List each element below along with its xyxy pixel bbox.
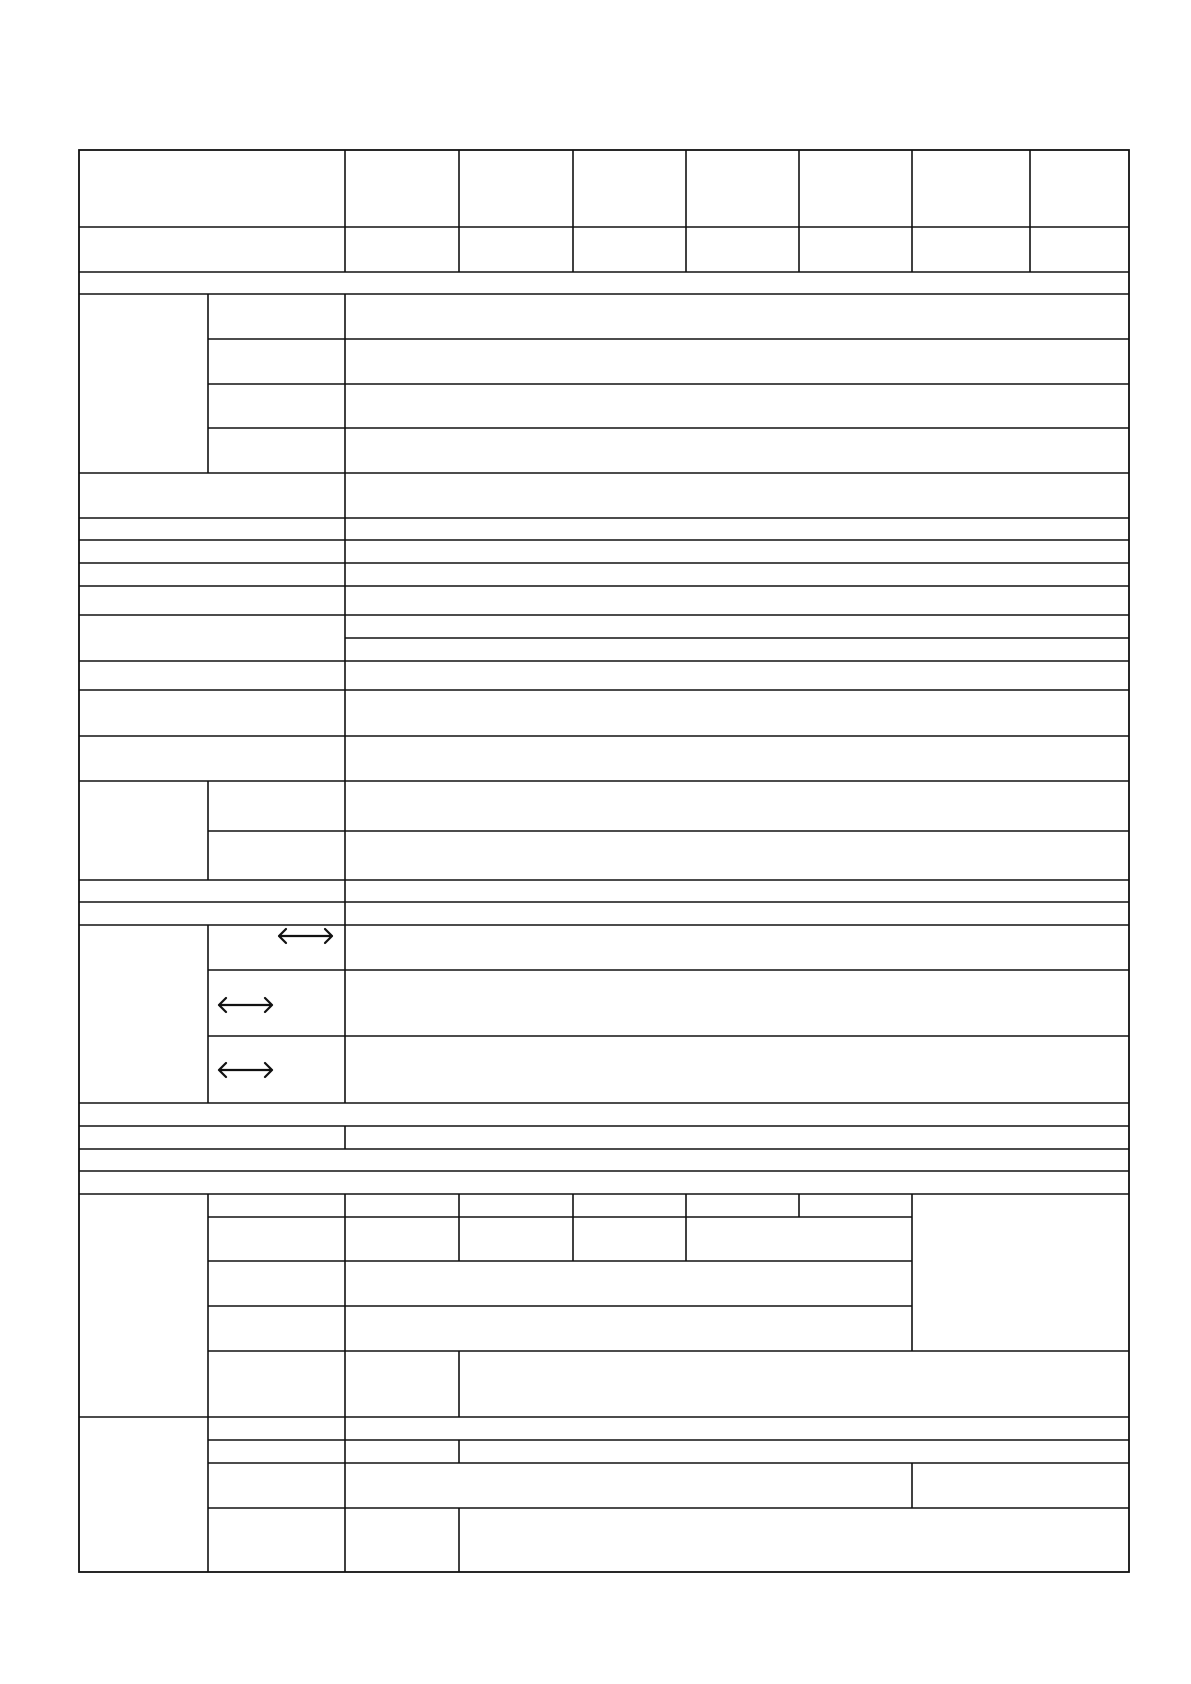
double-arrow-icon bbox=[279, 929, 332, 943]
table-border bbox=[79, 150, 1129, 1572]
double-arrow-icon bbox=[219, 1063, 272, 1077]
vertical-rules bbox=[208, 150, 1030, 1572]
horizontal-rules bbox=[79, 227, 1129, 1508]
double-arrow-icon bbox=[219, 998, 272, 1012]
